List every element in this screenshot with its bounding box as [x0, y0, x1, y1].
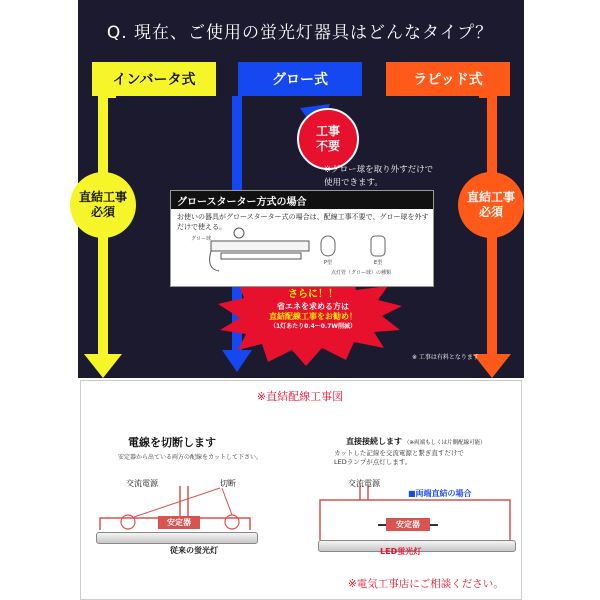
glow-types-caption: 点灯管（グロー球）の種類 [331, 270, 392, 276]
glow-note-line-1: ※グロー球を取り外すだけで [324, 165, 434, 175]
no-work-label-1: 工事 [315, 124, 340, 138]
cut-step-desc: 安定器から出ている両方の配線をカットして下さい。 [118, 454, 262, 461]
no-work-label-2: 不要 [315, 139, 340, 153]
question-heading: Q. 現在、ご使用の蛍光灯器具はどんなタイプ？ [106, 23, 494, 43]
p-type-label: P型 [324, 260, 333, 266]
ballast-right: 安定器 [386, 518, 430, 531]
glow-note-line-2: 使用できます。 [324, 177, 383, 188]
cut-circle-1 [121, 515, 135, 529]
direct-wiring-label-2: 必須 [478, 205, 503, 219]
direct-step-title: 直接接続します [346, 437, 402, 446]
wiring-diagram-title: ※直結配線工事図 [256, 390, 344, 403]
type-inverter-label: インバータ式 [112, 72, 196, 88]
direct-step-note: （※両端もしくは片側配線可能） [404, 440, 486, 446]
led-caption: LED蛍光灯 [380, 547, 422, 556]
ac-power-left: 交流電源 [126, 479, 158, 488]
cut-pointer-2 [222, 488, 232, 515]
direct-desc-line-2: LEDランプが点灯します。 [334, 458, 412, 467]
e-type-label: E型 [374, 260, 383, 266]
bottom-note: ※電気工事店にご相談ください。 [348, 578, 504, 590]
type-rapid-label: ラピッド式 [413, 72, 483, 88]
card-title: グロースターター方式の場合 [177, 197, 307, 208]
conventional-tube [96, 532, 258, 544]
conventional-caption: 従来の蛍光灯 [170, 546, 218, 555]
type-glow-label: グロー式 [272, 72, 328, 88]
starburst-line-2: 省エネを求める方は [277, 301, 349, 311]
cut-circle-2 [225, 515, 239, 529]
cut-pointer-1 [134, 488, 220, 517]
card-text: お使いの器具がグロースターター式の場合は、配線工事不要で、グロー球を外すだけで使える。 [177, 213, 429, 231]
cut-step-title: 電線を切断します [128, 436, 216, 449]
starburst-line-1: さらに！！ [288, 289, 338, 300]
ac-power-right: 交流電源 [348, 479, 380, 488]
ballast-left: 安定器 [158, 516, 200, 529]
cut-label: 切断 [220, 479, 236, 488]
direct-wiring-label-2: 必須 [90, 205, 115, 219]
fix-note: ※ 工事は有料となります [412, 354, 479, 361]
both-ends-label: ■両端直結の場合 [408, 489, 472, 498]
starburst-line-3: 直結配線工事をお勧め！ [269, 312, 357, 322]
glow-bulb-label: グロー球 [191, 236, 212, 242]
direct-wiring-label-1: 直結工事 [78, 190, 127, 204]
direct-wiring-label-1: 直結工事 [466, 190, 515, 204]
starburst-line-4: （1灯あたり0.4～0.7W削減） [269, 323, 357, 331]
direct-desc-line-1: カットした記線を交流電源と繋ぎ直すだけで [334, 449, 464, 457]
